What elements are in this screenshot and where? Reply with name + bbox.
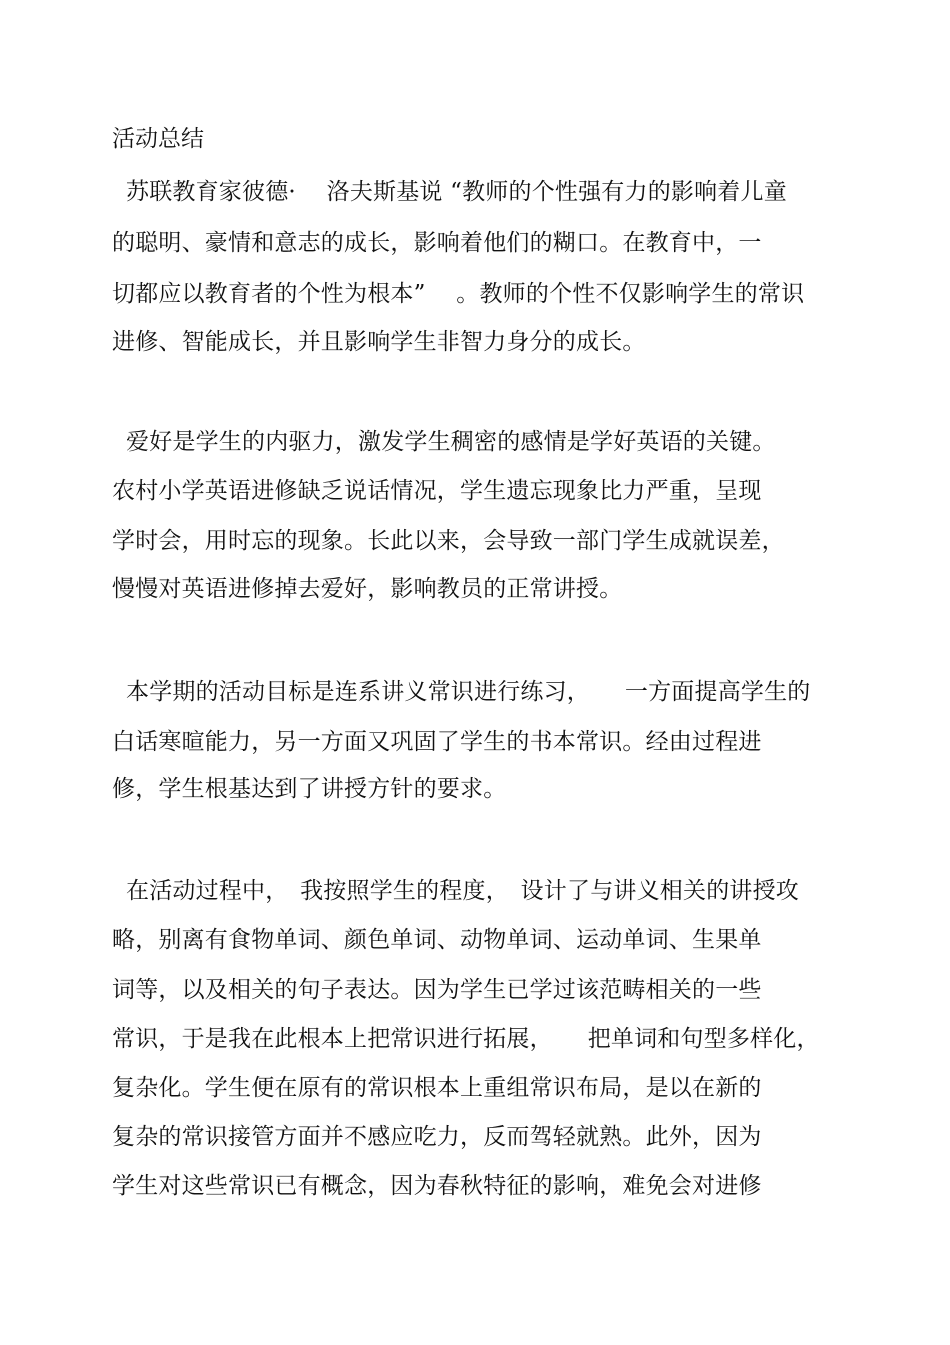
document-title: 活动总结 (112, 126, 204, 152)
paragraph-3-line-1: 本学期的活动目标是连系讲义常识进行练习， 一方面提高学生的 (126, 679, 811, 705)
paragraph-1-line-2: 的聪明、豪情和意志的成长，影响着他们的糊口。在教育中，一 (112, 230, 762, 256)
paragraph-1-line-4: 进修、智能成长，并且影响学生非智力身分的成长。 (112, 329, 646, 355)
paragraph-1-line-3: 切都应以教育者的个性为根本” 。教师的个性不仅影响学生的常识 (112, 281, 805, 307)
paragraph-2-line-1: 爱好是学生的内驱力，激发学生稠密的感情是学好英语的关键。 (126, 429, 776, 455)
paragraph-4-line-7: 学生对这些常识已有概念，因为春秋特征的影响，难免会对进修 (112, 1173, 762, 1199)
paragraph-1-line-1: 苏联教育家彼德· 洛夫斯基说 “教师的个性强有力的影响着儿童 (126, 179, 787, 205)
paragraph-4-line-5: 复杂化。学生便在原有的常识根本上重组常识布局，是以在新的 (112, 1075, 762, 1101)
paragraph-4-line-3: 词等，以及相关的句子表达。因为学生已学过该范畴相关的一些 (112, 977, 762, 1003)
paragraph-2-line-2: 农村小学英语进修缺乏说话情况，学生遗忘现象比力严重，呈现 (112, 478, 762, 504)
paragraph-4-line-2: 略，别离有食物单词、颜色单词、动物单词、运动单词、生果单 (112, 927, 762, 953)
paragraph-3-line-3: 修，学生根基达到了讲授方针的要求。 (112, 776, 507, 802)
paragraph-4-line-1: 在活动过程中， 我按照学生的程度， 设计了与讲义相关的讲授攻 (126, 878, 799, 904)
paragraph-2-line-4: 慢慢对英语进修掉去爱好，影响教员的正常讲授。 (112, 576, 623, 602)
paragraph-2-line-3: 学时会，用时忘的现象。长此以来，会导致一部门学生成就误差， (112, 528, 785, 554)
paragraph-4-line-6: 复杂的常识接管方面并不感应吃力，反而驾轻就熟。此外，因为 (112, 1124, 762, 1150)
paragraph-3-line-2: 白话寒暄能力，另一方面又巩固了学生的书本常识。经由过程进 (112, 729, 762, 755)
paragraph-4-line-4: 常识，于是我在此根本上把常识进行拓展， 把单词和句型多样化， (112, 1026, 820, 1052)
